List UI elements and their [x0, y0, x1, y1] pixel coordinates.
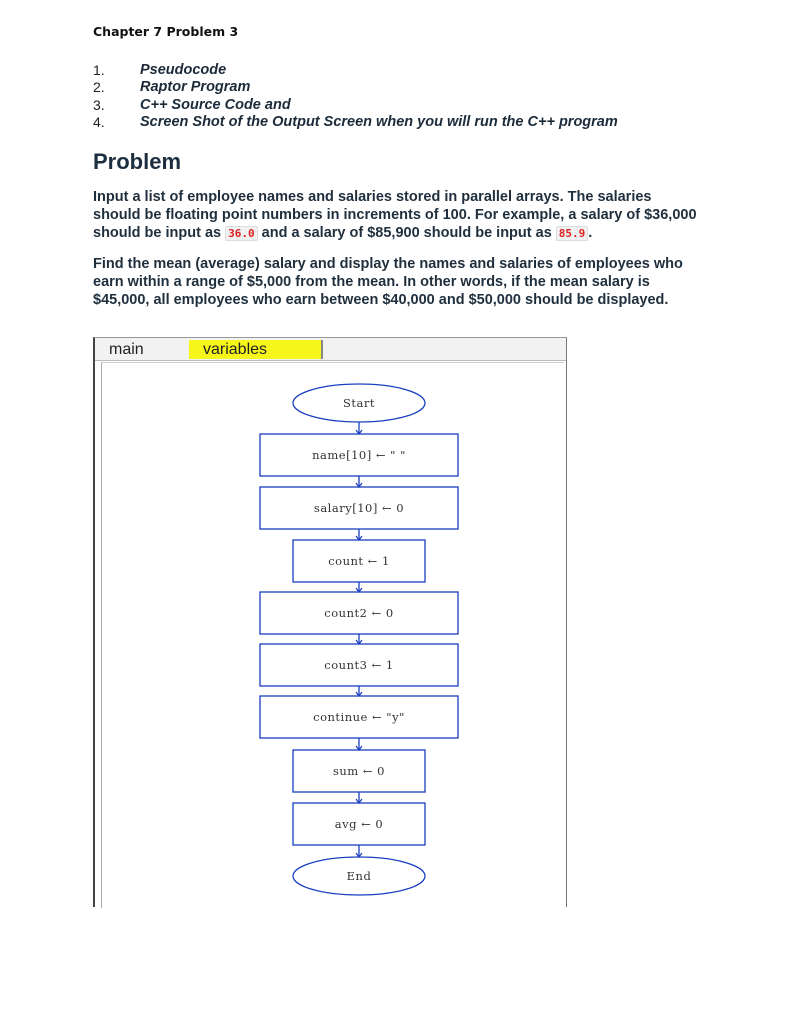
tab-main[interactable]: main — [109, 341, 144, 358]
task-list — [93, 61, 713, 131]
task-text: Pseudocode — [140, 61, 227, 78]
task-text: Raptor Program — [140, 79, 251, 96]
flow-node-start[interactable] — [293, 384, 425, 422]
chapter-title: Chapter 7 Problem 3 — [93, 24, 239, 39]
problem-paragraph-mean: Find the mean (average) salary and display the names and salaries of employees who earn within a range of $5,000 from the mean. In other words, if the mean salary is $45,000, all employees who earn between $40,000 and $50,000 should be displayed. — [93, 256, 683, 308]
task-item — [93, 114, 713, 132]
flow-connector — [356, 738, 362, 750]
flow-connector — [356, 476, 362, 487]
task-item — [93, 96, 713, 114]
problem-paragraph-input — [93, 188, 703, 243]
flow-connector — [356, 634, 362, 644]
flow-connector — [356, 792, 362, 803]
flow-node-count2[interactable] — [260, 592, 458, 634]
flow-node-label: avg ← 0 — [334, 817, 384, 831]
tab-variables[interactable]: variables — [189, 340, 323, 359]
problem-heading: Problem — [93, 149, 182, 174]
flow-node-count[interactable] — [293, 540, 425, 582]
task-number: 3. — [93, 96, 105, 113]
flow-node-avg[interactable] — [293, 803, 425, 845]
para-text: and a salary of $85,900 should be input as — [257, 225, 556, 241]
flow-node-continue[interactable] — [260, 696, 458, 738]
flow-connector — [356, 582, 362, 592]
flow-node-salary[interactable] — [260, 487, 458, 529]
flow-connector — [356, 845, 362, 857]
flow-node-count3[interactable] — [260, 644, 458, 686]
flow-node-label: name[10] ← " " — [312, 448, 406, 462]
task-text: C++ Source Code and — [140, 96, 291, 113]
flow-node-label: End — [346, 869, 372, 883]
para-text: . — [588, 225, 593, 241]
flow-node-sum[interactable] — [293, 750, 425, 792]
raptor-screenshot — [93, 337, 567, 907]
flowchart — [95, 338, 566, 907]
task-text: Screen Shot of the Output Screen when you will run the C++ program — [140, 114, 618, 131]
code-sample-85: 85.9 — [556, 226, 589, 241]
task-number: 2. — [93, 79, 105, 96]
para-text: Input a list of employee names and salaries stored in parallel arrays. The salaries should be floating point numbers in increments of 100. For example, a salary of $36,000 should be input as — [93, 189, 697, 241]
flow-node-label: Start — [343, 396, 375, 410]
task-number: 1. — [93, 61, 105, 78]
flow-connector — [356, 529, 362, 540]
flow-node-label: count2 ← 0 — [324, 606, 394, 620]
flow-node-label: continue ← "y" — [313, 710, 405, 724]
task-item — [93, 61, 713, 79]
flow-connector — [356, 686, 362, 696]
flow-node-label: sum ← 0 — [333, 764, 385, 778]
flow-node-label: count ← 1 — [328, 554, 390, 568]
task-item — [93, 79, 713, 97]
flow-node-label: salary[10] ← 0 — [313, 501, 405, 515]
code-sample-36: 36.0 — [225, 226, 258, 241]
task-number: 4. — [93, 114, 105, 131]
flow-node-end[interactable] — [293, 857, 425, 895]
flow-node-label: count3 ← 1 — [324, 658, 394, 672]
flow-connector — [356, 422, 362, 434]
flow-node-name[interactable] — [260, 434, 458, 476]
